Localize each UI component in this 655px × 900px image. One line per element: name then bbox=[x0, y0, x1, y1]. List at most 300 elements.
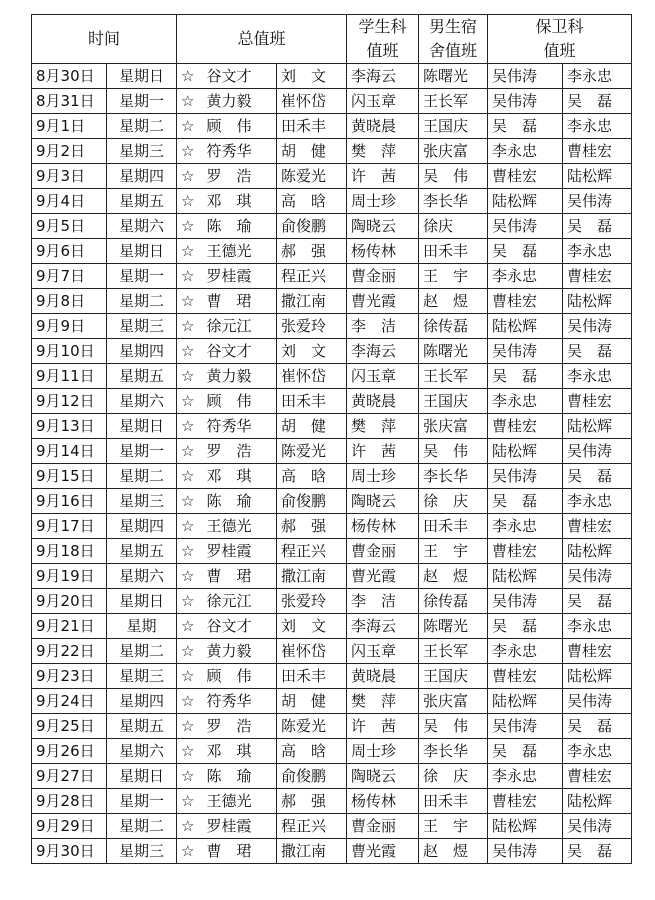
general-duty-person-1: 罗桂霞 bbox=[203, 264, 277, 289]
table-row bbox=[32, 789, 632, 814]
star-icon: ☆ bbox=[177, 289, 203, 314]
general-duty-person-1: 黄力毅 bbox=[203, 639, 277, 664]
security-duty-person-2: 吴 磊 bbox=[563, 589, 632, 614]
student-duty-cell: 李 洁 bbox=[347, 589, 419, 614]
security-duty-person-2: 陆松辉 bbox=[563, 414, 632, 439]
date-cell: 8月31日 bbox=[32, 89, 107, 114]
star-icon: ☆ bbox=[177, 789, 203, 814]
weekday-cell: 星期一 bbox=[107, 789, 177, 814]
security-duty-person-1: 陆松辉 bbox=[488, 689, 563, 714]
weekday-cell: 星期四 bbox=[107, 514, 177, 539]
date-cell: 9月7日 bbox=[32, 264, 107, 289]
general-duty-person-2: 张爱玲 bbox=[277, 314, 347, 339]
general-duty-person-2: 程正兴 bbox=[277, 814, 347, 839]
dorm-duty-cell: 王国庆 bbox=[419, 389, 488, 414]
security-duty-person-1: 吴 磊 bbox=[488, 739, 563, 764]
table-row bbox=[32, 339, 632, 364]
security-duty-person-1: 陆松辉 bbox=[488, 314, 563, 339]
star-icon: ☆ bbox=[177, 614, 203, 639]
security-duty-person-2: 吴 磊 bbox=[563, 714, 632, 739]
general-duty-person-2: 陈爱光 bbox=[277, 164, 347, 189]
general-duty-person-1: 谷文才 bbox=[203, 339, 277, 364]
weekday-cell: 星期六 bbox=[107, 389, 177, 414]
security-duty-person-2: 吴 磊 bbox=[563, 89, 632, 114]
security-duty-person-1: 曹桂宏 bbox=[488, 789, 563, 814]
security-duty-person-2: 吴 磊 bbox=[563, 214, 632, 239]
student-duty-cell: 曹金丽 bbox=[347, 814, 419, 839]
security-duty-person-1: 吴伟涛 bbox=[488, 89, 563, 114]
general-duty-person-2: 高 晗 bbox=[277, 189, 347, 214]
star-icon: ☆ bbox=[177, 164, 203, 189]
general-duty-person-2: 胡 健 bbox=[277, 139, 347, 164]
dorm-duty-cell: 徐传磊 bbox=[419, 314, 488, 339]
dorm-duty-cell: 吴 伟 bbox=[419, 714, 488, 739]
general-duty-person-1: 邓 琪 bbox=[203, 464, 277, 489]
weekday-cell: 星期一 bbox=[107, 439, 177, 464]
weekday-cell: 星期二 bbox=[107, 289, 177, 314]
table-row bbox=[32, 714, 632, 739]
security-duty-person-2: 曹桂宏 bbox=[563, 389, 632, 414]
date-cell: 9月23日 bbox=[32, 664, 107, 689]
table-row bbox=[32, 814, 632, 839]
student-duty-cell: 许 茜 bbox=[347, 439, 419, 464]
general-duty-person-2: 刘 文 bbox=[277, 614, 347, 639]
general-duty-person-1: 顾 伟 bbox=[203, 389, 277, 414]
student-duty-cell: 李海云 bbox=[347, 64, 419, 89]
date-cell: 9月12日 bbox=[32, 389, 107, 414]
general-duty-person-1: 陈 瑜 bbox=[203, 489, 277, 514]
security-duty-person-2: 陆松辉 bbox=[563, 539, 632, 564]
header-security-duty bbox=[488, 15, 632, 64]
student-duty-cell: 樊 萍 bbox=[347, 414, 419, 439]
general-duty-person-2: 高 晗 bbox=[277, 464, 347, 489]
general-duty-person-1: 陈 瑜 bbox=[203, 764, 277, 789]
dorm-duty-cell: 王长军 bbox=[419, 364, 488, 389]
table-row bbox=[32, 589, 632, 614]
general-duty-person-1: 徐元江 bbox=[203, 314, 277, 339]
student-duty-cell: 黄晓晨 bbox=[347, 389, 419, 414]
date-cell: 9月11日 bbox=[32, 364, 107, 389]
security-duty-person-1: 吴 磊 bbox=[488, 364, 563, 389]
general-duty-person-2: 崔怀岱 bbox=[277, 364, 347, 389]
table-row bbox=[32, 539, 632, 564]
dorm-duty-cell: 王国庆 bbox=[419, 114, 488, 139]
date-cell: 9月13日 bbox=[32, 414, 107, 439]
security-duty-person-2: 李永忠 bbox=[563, 239, 632, 264]
header-student-duty bbox=[347, 15, 419, 64]
weekday-cell: 星期日 bbox=[107, 64, 177, 89]
star-icon: ☆ bbox=[177, 114, 203, 139]
student-duty-cell: 闪玉章 bbox=[347, 364, 419, 389]
security-duty-person-1: 陆松辉 bbox=[488, 564, 563, 589]
general-duty-person-1: 罗 浩 bbox=[203, 439, 277, 464]
security-duty-person-1: 曹桂宏 bbox=[488, 664, 563, 689]
general-duty-person-2: 田禾丰 bbox=[277, 664, 347, 689]
weekday-cell: 星期六 bbox=[107, 214, 177, 239]
star-icon: ☆ bbox=[177, 714, 203, 739]
security-duty-person-2: 曹桂宏 bbox=[563, 514, 632, 539]
dorm-duty-cell: 赵 煜 bbox=[419, 289, 488, 314]
security-duty-person-2: 李永忠 bbox=[563, 739, 632, 764]
header-dorm-line2: 舍值班 bbox=[428, 41, 477, 60]
security-duty-person-2: 李永忠 bbox=[563, 614, 632, 639]
security-duty-person-1: 吴 磊 bbox=[488, 114, 563, 139]
table-row bbox=[32, 264, 632, 289]
star-icon: ☆ bbox=[177, 89, 203, 114]
date-cell: 8月30日 bbox=[32, 64, 107, 89]
general-duty-person-2: 陈爱光 bbox=[277, 439, 347, 464]
general-duty-person-1: 黄力毅 bbox=[203, 89, 277, 114]
security-duty-person-2: 陆松辉 bbox=[563, 664, 632, 689]
date-cell: 9月24日 bbox=[32, 689, 107, 714]
security-duty-person-1: 陆松辉 bbox=[488, 439, 563, 464]
table-row bbox=[32, 114, 632, 139]
star-icon: ☆ bbox=[177, 389, 203, 414]
security-duty-person-1: 李永忠 bbox=[488, 514, 563, 539]
security-duty-person-1: 吴 磊 bbox=[488, 239, 563, 264]
star-icon: ☆ bbox=[177, 214, 203, 239]
student-duty-cell: 黄晓晨 bbox=[347, 114, 419, 139]
star-icon: ☆ bbox=[177, 764, 203, 789]
table-row bbox=[32, 64, 632, 89]
general-duty-person-2: 胡 健 bbox=[277, 414, 347, 439]
header-time: 时间 bbox=[32, 15, 177, 64]
weekday-cell: 星期二 bbox=[107, 114, 177, 139]
dorm-duty-cell: 李长华 bbox=[419, 189, 488, 214]
dorm-duty-cell: 徐庆 bbox=[419, 214, 488, 239]
general-duty-person-2: 胡 健 bbox=[277, 689, 347, 714]
security-duty-person-1: 吴 磊 bbox=[488, 489, 563, 514]
general-duty-person-1: 谷文才 bbox=[203, 614, 277, 639]
weekday-cell: 星期 bbox=[107, 614, 177, 639]
security-duty-person-1: 陆松辉 bbox=[488, 189, 563, 214]
student-duty-cell: 曹金丽 bbox=[347, 539, 419, 564]
dorm-duty-cell: 陈曙光 bbox=[419, 339, 488, 364]
student-duty-cell: 樊 萍 bbox=[347, 139, 419, 164]
header-security-line1: 保卫科 bbox=[535, 17, 584, 36]
security-duty-person-2: 陆松辉 bbox=[563, 789, 632, 814]
weekday-cell: 星期日 bbox=[107, 589, 177, 614]
security-duty-person-2: 李永忠 bbox=[563, 364, 632, 389]
general-duty-person-2: 崔怀岱 bbox=[277, 89, 347, 114]
weekday-cell: 星期六 bbox=[107, 564, 177, 589]
student-duty-cell: 周士珍 bbox=[347, 739, 419, 764]
weekday-cell: 星期四 bbox=[107, 164, 177, 189]
general-duty-person-1: 曹 珺 bbox=[203, 289, 277, 314]
star-icon: ☆ bbox=[177, 464, 203, 489]
security-duty-person-2: 吴 磊 bbox=[563, 339, 632, 364]
table-row bbox=[32, 364, 632, 389]
security-duty-person-2: 吴 磊 bbox=[563, 839, 632, 864]
student-duty-cell: 樊 萍 bbox=[347, 689, 419, 714]
dorm-duty-cell: 张庆富 bbox=[419, 414, 488, 439]
general-duty-person-1: 黄力毅 bbox=[203, 364, 277, 389]
dorm-duty-cell: 徐传磊 bbox=[419, 589, 488, 614]
table-row bbox=[32, 89, 632, 114]
security-duty-person-1: 吴伟涛 bbox=[488, 714, 563, 739]
security-duty-person-1: 吴伟涛 bbox=[488, 839, 563, 864]
security-duty-person-1: 曹桂宏 bbox=[488, 289, 563, 314]
date-cell: 9月10日 bbox=[32, 339, 107, 364]
star-icon: ☆ bbox=[177, 314, 203, 339]
security-duty-person-1: 李永忠 bbox=[488, 139, 563, 164]
dorm-duty-cell: 吴 伟 bbox=[419, 439, 488, 464]
general-duty-person-1: 顾 伟 bbox=[203, 114, 277, 139]
dorm-duty-cell: 王 宇 bbox=[419, 539, 488, 564]
general-duty-person-1: 罗 浩 bbox=[203, 714, 277, 739]
table-row bbox=[32, 489, 632, 514]
general-duty-person-1: 罗桂霞 bbox=[203, 814, 277, 839]
general-duty-person-2: 撒江南 bbox=[277, 289, 347, 314]
table-row bbox=[32, 764, 632, 789]
general-duty-person-2: 撒江南 bbox=[277, 564, 347, 589]
student-duty-cell: 陶晓云 bbox=[347, 764, 419, 789]
dorm-duty-cell: 王国庆 bbox=[419, 664, 488, 689]
security-duty-person-2: 吴伟涛 bbox=[563, 564, 632, 589]
date-cell: 9月18日 bbox=[32, 539, 107, 564]
general-duty-person-2: 刘 文 bbox=[277, 64, 347, 89]
general-duty-person-2: 程正兴 bbox=[277, 539, 347, 564]
table-row bbox=[32, 664, 632, 689]
general-duty-person-1: 符秀华 bbox=[203, 139, 277, 164]
weekday-cell: 星期日 bbox=[107, 764, 177, 789]
date-cell: 9月17日 bbox=[32, 514, 107, 539]
star-icon: ☆ bbox=[177, 514, 203, 539]
star-icon: ☆ bbox=[177, 564, 203, 589]
security-duty-person-2: 曹桂宏 bbox=[563, 139, 632, 164]
dorm-duty-cell: 李长华 bbox=[419, 464, 488, 489]
security-duty-person-1: 李永忠 bbox=[488, 389, 563, 414]
security-duty-person-2: 吴伟涛 bbox=[563, 314, 632, 339]
student-duty-cell: 许 茜 bbox=[347, 164, 419, 189]
general-duty-person-1: 罗桂霞 bbox=[203, 539, 277, 564]
date-cell: 9月20日 bbox=[32, 589, 107, 614]
general-duty-person-2: 俞俊鹏 bbox=[277, 214, 347, 239]
dorm-duty-cell: 徐 庆 bbox=[419, 764, 488, 789]
security-duty-person-1: 曹桂宏 bbox=[488, 164, 563, 189]
general-duty-person-1: 谷文才 bbox=[203, 64, 277, 89]
dorm-duty-cell: 王 宇 bbox=[419, 264, 488, 289]
dorm-duty-cell: 田禾丰 bbox=[419, 514, 488, 539]
table-row bbox=[32, 464, 632, 489]
table-row bbox=[32, 839, 632, 864]
date-cell: 9月22日 bbox=[32, 639, 107, 664]
weekday-cell: 星期五 bbox=[107, 714, 177, 739]
table-row bbox=[32, 639, 632, 664]
general-duty-person-2: 俞俊鹏 bbox=[277, 489, 347, 514]
student-duty-cell: 李 洁 bbox=[347, 314, 419, 339]
weekday-cell: 星期日 bbox=[107, 239, 177, 264]
date-cell: 9月3日 bbox=[32, 164, 107, 189]
general-duty-person-1: 王德光 bbox=[203, 239, 277, 264]
security-duty-person-2: 吴伟涛 bbox=[563, 439, 632, 464]
star-icon: ☆ bbox=[177, 64, 203, 89]
general-duty-person-2: 高 晗 bbox=[277, 739, 347, 764]
dorm-duty-cell: 张庆富 bbox=[419, 139, 488, 164]
table-row bbox=[32, 239, 632, 264]
table-row bbox=[32, 689, 632, 714]
table-row bbox=[32, 189, 632, 214]
star-icon: ☆ bbox=[177, 639, 203, 664]
dorm-duty-cell: 田禾丰 bbox=[419, 789, 488, 814]
weekday-cell: 星期六 bbox=[107, 739, 177, 764]
weekday-cell: 星期二 bbox=[107, 464, 177, 489]
student-duty-cell: 闪玉章 bbox=[347, 639, 419, 664]
security-duty-person-2: 吴伟涛 bbox=[563, 814, 632, 839]
student-duty-cell: 曹光霞 bbox=[347, 839, 419, 864]
star-icon: ☆ bbox=[177, 539, 203, 564]
table-row bbox=[32, 514, 632, 539]
general-duty-person-1: 曹 珺 bbox=[203, 839, 277, 864]
general-duty-person-2: 张爱玲 bbox=[277, 589, 347, 614]
date-cell: 9月15日 bbox=[32, 464, 107, 489]
table-row bbox=[32, 564, 632, 589]
general-duty-person-1: 陈 瑜 bbox=[203, 214, 277, 239]
security-duty-person-1: 曹桂宏 bbox=[488, 539, 563, 564]
date-cell: 9月19日 bbox=[32, 564, 107, 589]
dorm-duty-cell: 田禾丰 bbox=[419, 239, 488, 264]
date-cell: 9月27日 bbox=[32, 764, 107, 789]
general-duty-person-2: 郝 强 bbox=[277, 514, 347, 539]
table-row bbox=[32, 414, 632, 439]
student-duty-cell: 陶晓云 bbox=[347, 214, 419, 239]
general-duty-person-2: 崔怀岱 bbox=[277, 639, 347, 664]
student-duty-cell: 李海云 bbox=[347, 614, 419, 639]
security-duty-person-1: 李永忠 bbox=[488, 764, 563, 789]
header-row bbox=[32, 15, 632, 64]
general-duty-person-2: 俞俊鹏 bbox=[277, 764, 347, 789]
weekday-cell: 星期二 bbox=[107, 639, 177, 664]
general-duty-person-1: 邓 琪 bbox=[203, 739, 277, 764]
dorm-duty-cell: 张庆富 bbox=[419, 689, 488, 714]
general-duty-person-1: 符秀华 bbox=[203, 689, 277, 714]
security-duty-person-1: 吴伟涛 bbox=[488, 214, 563, 239]
dorm-duty-cell: 赵 煜 bbox=[419, 564, 488, 589]
security-duty-person-2: 吴伟涛 bbox=[563, 189, 632, 214]
security-duty-person-2: 曹桂宏 bbox=[563, 264, 632, 289]
header-student-line2: 值班 bbox=[366, 41, 399, 60]
table-row bbox=[32, 214, 632, 239]
student-duty-cell: 李海云 bbox=[347, 339, 419, 364]
general-duty-person-2: 刘 文 bbox=[277, 339, 347, 364]
student-duty-cell: 许 茜 bbox=[347, 714, 419, 739]
date-cell: 9月4日 bbox=[32, 189, 107, 214]
general-duty-person-1: 王德光 bbox=[203, 789, 277, 814]
star-icon: ☆ bbox=[177, 139, 203, 164]
security-duty-person-2: 陆松辉 bbox=[563, 164, 632, 189]
table-row bbox=[32, 614, 632, 639]
general-duty-person-2: 田禾丰 bbox=[277, 114, 347, 139]
student-duty-cell: 曹金丽 bbox=[347, 264, 419, 289]
date-cell: 9月2日 bbox=[32, 139, 107, 164]
security-duty-person-1: 李永忠 bbox=[488, 264, 563, 289]
star-icon: ☆ bbox=[177, 664, 203, 689]
star-icon: ☆ bbox=[177, 589, 203, 614]
weekday-cell: 星期四 bbox=[107, 689, 177, 714]
student-duty-cell: 周士珍 bbox=[347, 464, 419, 489]
star-icon: ☆ bbox=[177, 839, 203, 864]
general-duty-person-1: 符秀华 bbox=[203, 414, 277, 439]
header-general-duty: 总值班 bbox=[177, 15, 347, 64]
student-duty-cell: 闪玉章 bbox=[347, 89, 419, 114]
security-duty-person-1: 吴伟涛 bbox=[488, 339, 563, 364]
weekday-cell: 星期二 bbox=[107, 814, 177, 839]
student-duty-cell: 曹光霞 bbox=[347, 564, 419, 589]
security-duty-person-1: 吴 磊 bbox=[488, 614, 563, 639]
star-icon: ☆ bbox=[177, 739, 203, 764]
general-duty-person-2: 郝 强 bbox=[277, 789, 347, 814]
weekday-cell: 星期五 bbox=[107, 189, 177, 214]
security-duty-person-2: 李永忠 bbox=[563, 64, 632, 89]
security-duty-person-2: 李永忠 bbox=[563, 114, 632, 139]
general-duty-person-1: 顾 伟 bbox=[203, 664, 277, 689]
date-cell: 9月26日 bbox=[32, 739, 107, 764]
general-duty-person-2: 田禾丰 bbox=[277, 389, 347, 414]
weekday-cell: 星期三 bbox=[107, 314, 177, 339]
date-cell: 9月21日 bbox=[32, 614, 107, 639]
table-row bbox=[32, 314, 632, 339]
dorm-duty-cell: 王长军 bbox=[419, 89, 488, 114]
weekday-cell: 星期五 bbox=[107, 364, 177, 389]
date-cell: 9月28日 bbox=[32, 789, 107, 814]
date-cell: 9月8日 bbox=[32, 289, 107, 314]
weekday-cell: 星期一 bbox=[107, 89, 177, 114]
dorm-duty-cell: 陈曙光 bbox=[419, 64, 488, 89]
star-icon: ☆ bbox=[177, 439, 203, 464]
date-cell: 9月14日 bbox=[32, 439, 107, 464]
general-duty-person-1: 罗 浩 bbox=[203, 164, 277, 189]
student-duty-cell: 曹光霞 bbox=[347, 289, 419, 314]
weekday-cell: 星期三 bbox=[107, 139, 177, 164]
star-icon: ☆ bbox=[177, 239, 203, 264]
date-cell: 9月16日 bbox=[32, 489, 107, 514]
star-icon: ☆ bbox=[177, 339, 203, 364]
dorm-duty-cell: 吴 伟 bbox=[419, 164, 488, 189]
date-cell: 9月9日 bbox=[32, 314, 107, 339]
date-cell: 9月6日 bbox=[32, 239, 107, 264]
star-icon: ☆ bbox=[177, 414, 203, 439]
header-security-line2: 值班 bbox=[543, 41, 576, 60]
weekday-cell: 星期五 bbox=[107, 539, 177, 564]
student-duty-cell: 黄晓晨 bbox=[347, 664, 419, 689]
star-icon: ☆ bbox=[177, 264, 203, 289]
security-duty-person-1: 吴伟涛 bbox=[488, 64, 563, 89]
general-duty-person-2: 撒江南 bbox=[277, 839, 347, 864]
weekday-cell: 星期三 bbox=[107, 839, 177, 864]
security-duty-person-1: 陆松辉 bbox=[488, 814, 563, 839]
star-icon: ☆ bbox=[177, 189, 203, 214]
table-row bbox=[32, 139, 632, 164]
student-duty-cell: 杨传林 bbox=[347, 789, 419, 814]
security-duty-person-2: 吴 磊 bbox=[563, 464, 632, 489]
general-duty-person-1: 邓 琪 bbox=[203, 189, 277, 214]
general-duty-person-1: 曹 珺 bbox=[203, 564, 277, 589]
table-row bbox=[32, 289, 632, 314]
student-duty-cell: 杨传林 bbox=[347, 514, 419, 539]
dorm-duty-cell: 李长华 bbox=[419, 739, 488, 764]
dorm-duty-cell: 徐 庆 bbox=[419, 489, 488, 514]
weekday-cell: 星期四 bbox=[107, 339, 177, 364]
header-dorm-line1: 男生宿 bbox=[428, 17, 477, 36]
general-duty-person-1: 王德光 bbox=[203, 514, 277, 539]
duty-roster-table bbox=[31, 14, 632, 864]
date-cell: 9月30日 bbox=[32, 839, 107, 864]
security-duty-person-1: 曹桂宏 bbox=[488, 414, 563, 439]
table-row bbox=[32, 164, 632, 189]
date-cell: 9月29日 bbox=[32, 814, 107, 839]
star-icon: ☆ bbox=[177, 489, 203, 514]
general-duty-person-2: 郝 强 bbox=[277, 239, 347, 264]
